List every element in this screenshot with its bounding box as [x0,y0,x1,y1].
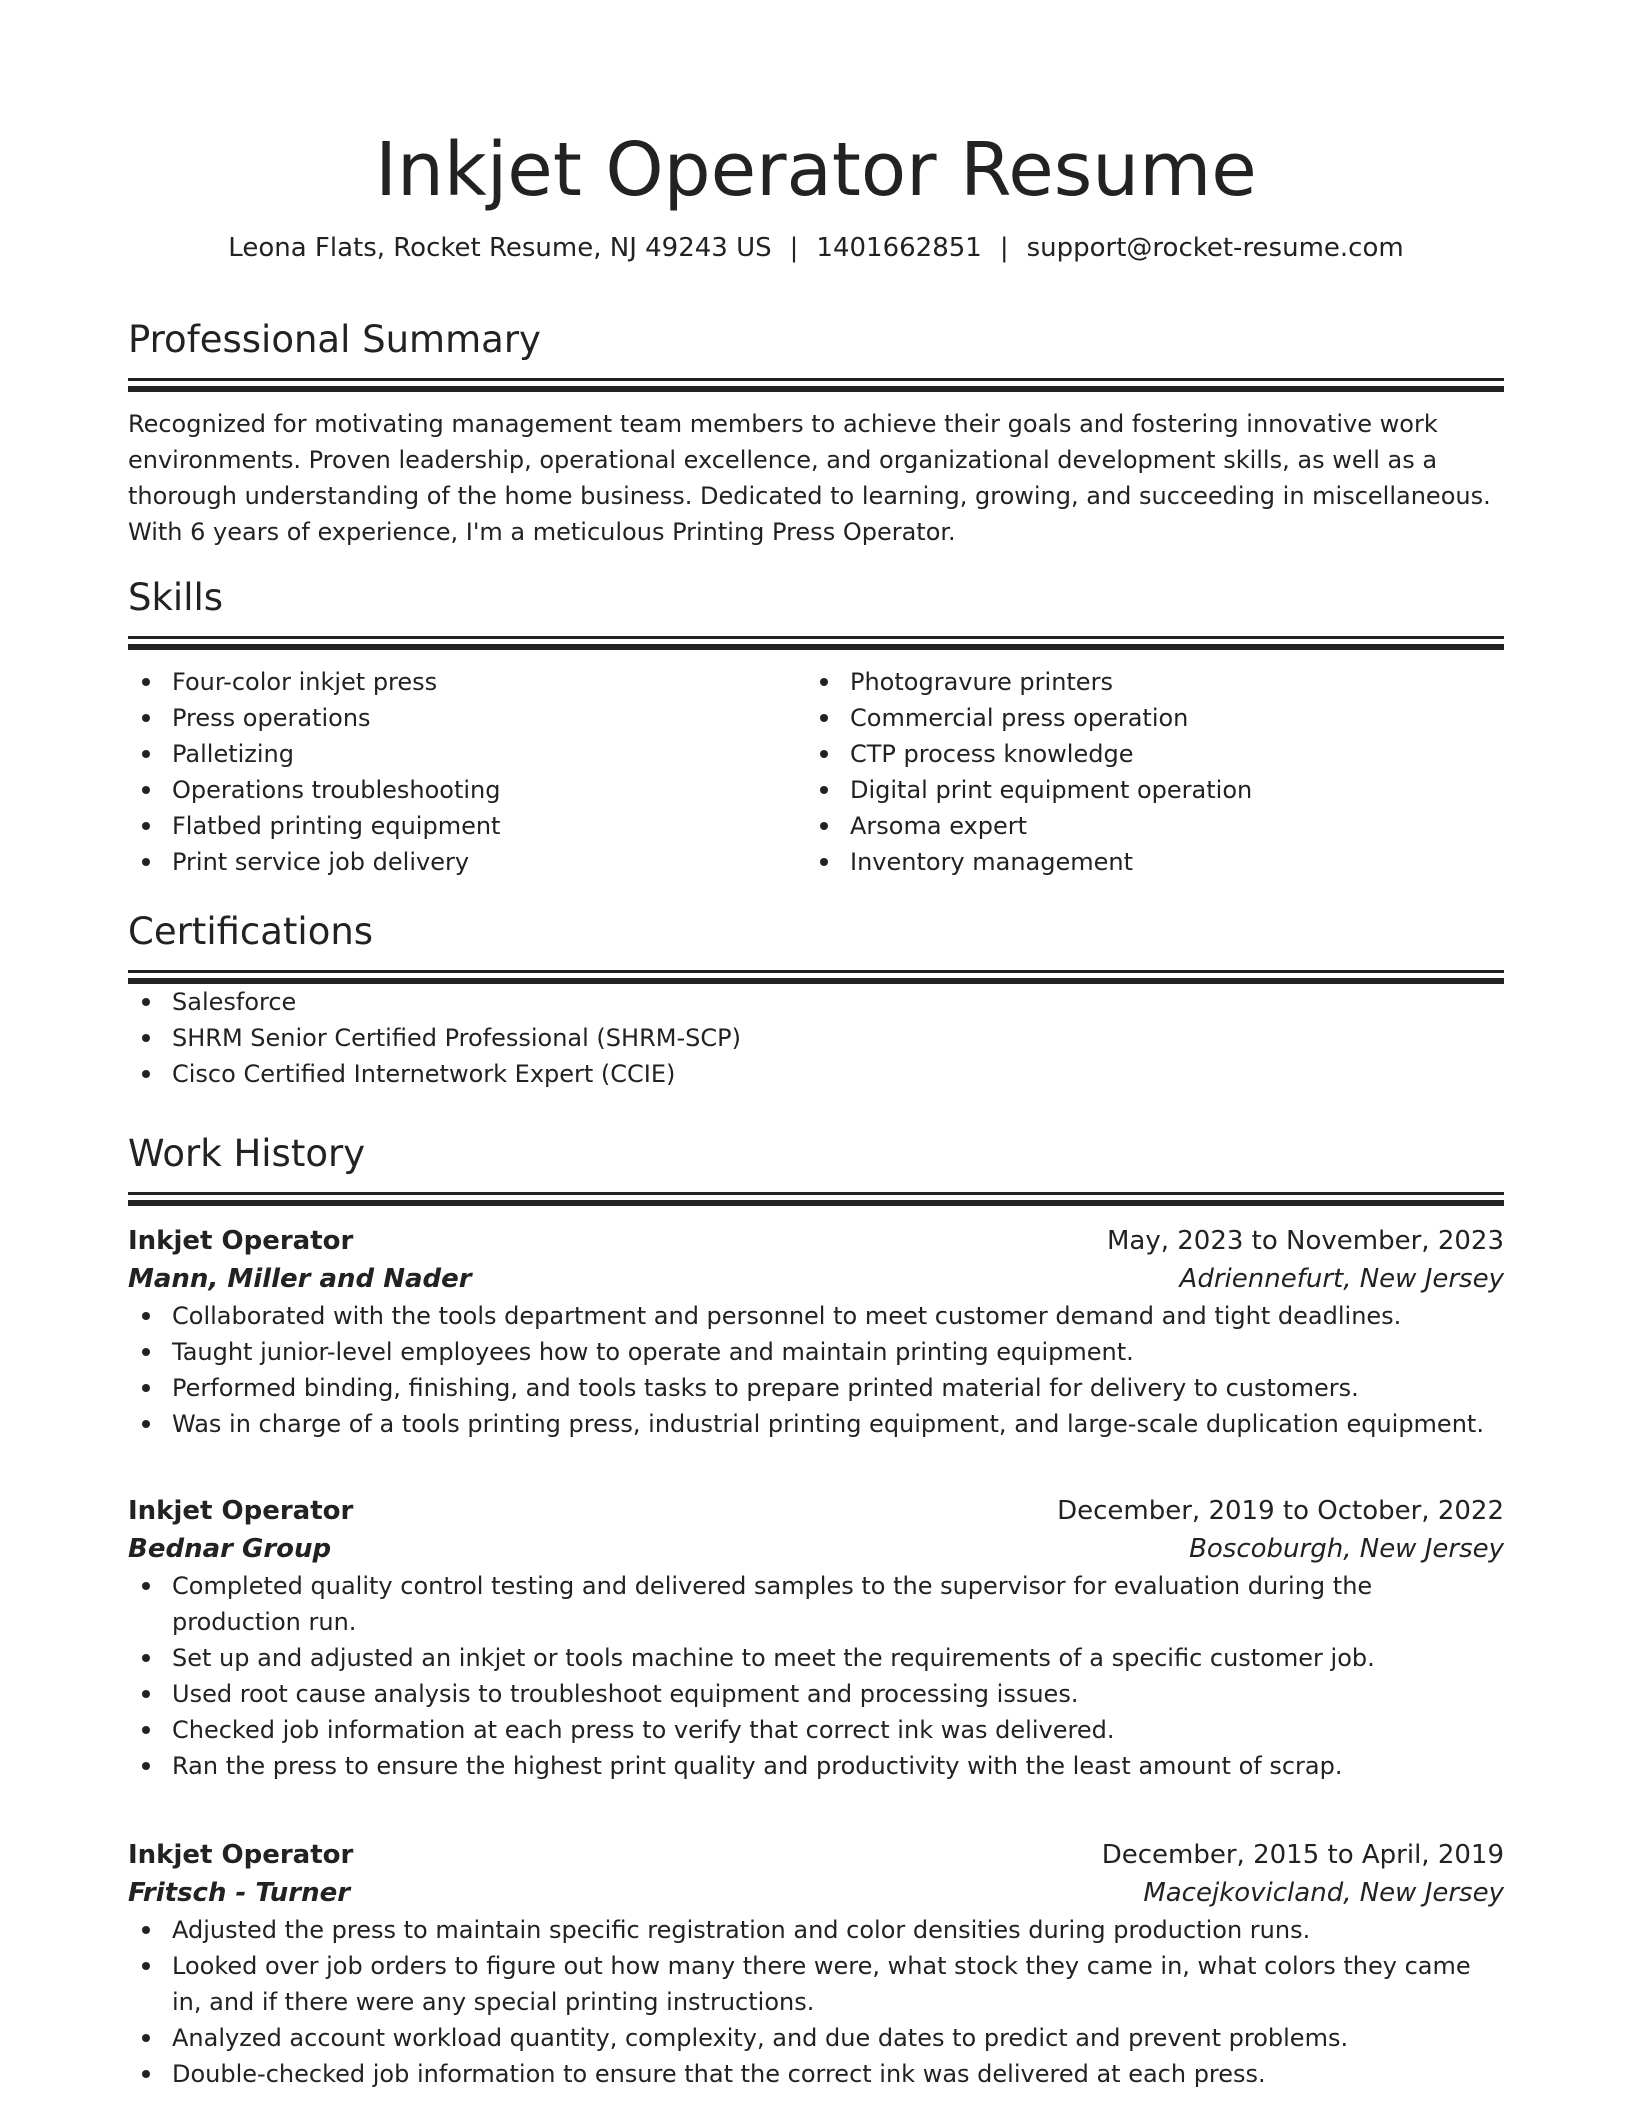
job-entry [128,1492,1504,1784]
job-duty: Was in charge of a tools printing press, industrial printing equipment, and large-scale duplication equipment. [128,1406,1504,1442]
contact-separator: | [789,233,799,263]
job-duty: Used root cause analysis to troubleshoot equipment and processing issues. [128,1676,1504,1712]
job-duties-list [128,1298,1504,1442]
skill-item: Digital print equipment operation [806,772,1484,808]
summary-text: Recognized for motivating management team members to achieve their goals and fostering innovative work environments. Proven leadership, operational excellence, and organizational development skills, as well as a thorough understanding of the home business. Dedicated to learning, growing, and succeeding in miscellaneous. With 6 years of experience, I'm a meticulous Printing Press Operator. [128,410,1491,546]
skills-heading: Skills [128,576,224,619]
section-divider [128,1192,1504,1195]
job-subheader [128,1874,1504,1912]
job-entry [128,1222,1504,1442]
contact-separator: | [999,233,1009,263]
skills-grid [128,664,1504,880]
certification-item: SHRM Senior Certified Professional (SHRM-SCP) [128,1020,1504,1056]
skills-list-left [128,664,806,880]
skill-item: Print service job delivery [128,844,806,880]
job-duties-list [128,1568,1504,1784]
contact-line [128,230,1504,266]
certifications-heading: Certifications [128,910,374,953]
skill-item: Press operations [128,700,806,736]
contact-phone: 1401662851 [816,233,982,263]
job-duty: Adjusted the press to maintain specific registration and color densities during production runs. [128,1912,1504,1948]
summary-heading: Professional Summary [128,318,541,361]
skills-list-right [806,664,1484,880]
resume-page [128,0,1504,2088]
contact-address: Leona Flats, Rocket Resume, NJ 49243 US [228,233,772,263]
section-divider [128,378,1504,381]
job-subheader [128,1530,1504,1568]
job-location: Boscoburgh, New Jersey [1189,1534,1504,1564]
section-divider [128,636,1504,639]
job-header [128,1222,1504,1260]
job-duty: Analyzed account workload quantity, complexity, and due dates to predict and prevent problems. [128,2020,1504,2056]
resume-title: Inkjet Operator Resume [375,127,1257,213]
certifications-section [128,908,1504,1092]
section-divider [128,386,1504,392]
job-duty: Ran the press to ensure the highest print quality and productivity with the least amount of scrap. [128,1748,1504,1784]
skill-item: Operations troubleshooting [128,772,806,808]
job-title: Inkjet Operator [128,1496,354,1526]
summary-section [128,316,1504,550]
skill-item: Commercial press operation [806,700,1484,736]
job-duties-list [128,1912,1504,2092]
job-duty: Set up and adjusted an inkjet or tools machine to meet the requirements of a specific customer job. [128,1640,1504,1676]
job-title: Inkjet Operator [128,1840,354,1870]
job-header [128,1836,1504,1874]
certification-item: Cisco Certified Internetwork Expert (CCIE) [128,1056,1504,1092]
work-history-section [128,1130,1504,1206]
section-divider [128,1200,1504,1206]
job-dates: May, 2023 to November, 2023 [1106,1226,1504,1256]
certification-item: Salesforce [128,984,1504,1020]
job-location: Adriennefurt, New Jersey [1179,1264,1504,1294]
skills-section [128,574,1504,880]
job-duty: Taught junior-level employees how to operate and maintain printing equipment. [128,1334,1504,1370]
job-company: Fritsch - Turner [128,1878,351,1908]
contact-email: support@rocket-resume.com [1026,233,1404,263]
certifications-list [128,984,1504,1092]
job-duty: Double-checked job information to ensure that the correct ink was delivered at each press. [128,2056,1504,2092]
section-divider [128,970,1504,973]
skill-item: CTP process knowledge [806,736,1484,772]
skill-item: Palletizing [128,736,806,772]
job-entry [128,1836,1504,2092]
section-divider [128,644,1504,650]
skill-item: Arsoma expert [806,808,1484,844]
job-title: Inkjet Operator [128,1226,354,1256]
job-duty: Completed quality control testing and delivered samples to the supervisor for evaluation during the production run. [128,1568,1504,1640]
job-duty: Collaborated with the tools department and personnel to meet customer demand and tight deadlines. [128,1298,1504,1334]
skill-item: Photogravure printers [806,664,1484,700]
skill-item: Inventory management [806,844,1484,880]
skill-item: Flatbed printing equipment [128,808,806,844]
job-location: Macejkovicland, New Jersey [1143,1878,1504,1908]
job-subheader [128,1260,1504,1298]
job-header [128,1492,1504,1530]
skill-item: Four-color inkjet press [128,664,806,700]
job-dates: December, 2015 to April, 2019 [1101,1840,1504,1870]
job-company: Bednar Group [128,1534,332,1564]
job-duty: Looked over job orders to figure out how many there were, what stock they came in, what colors they came in, and if there were any special printing instructions. [128,1948,1504,2020]
job-company: Mann, Miller and Nader [128,1264,472,1294]
job-duty: Checked job information at each press to verify that correct ink was delivered. [128,1712,1504,1748]
work-history-heading: Work History [128,1132,366,1175]
job-duty: Performed binding, finishing, and tools tasks to prepare printed material for delivery to customers. [128,1370,1504,1406]
job-dates: December, 2019 to October, 2022 [1057,1496,1504,1526]
